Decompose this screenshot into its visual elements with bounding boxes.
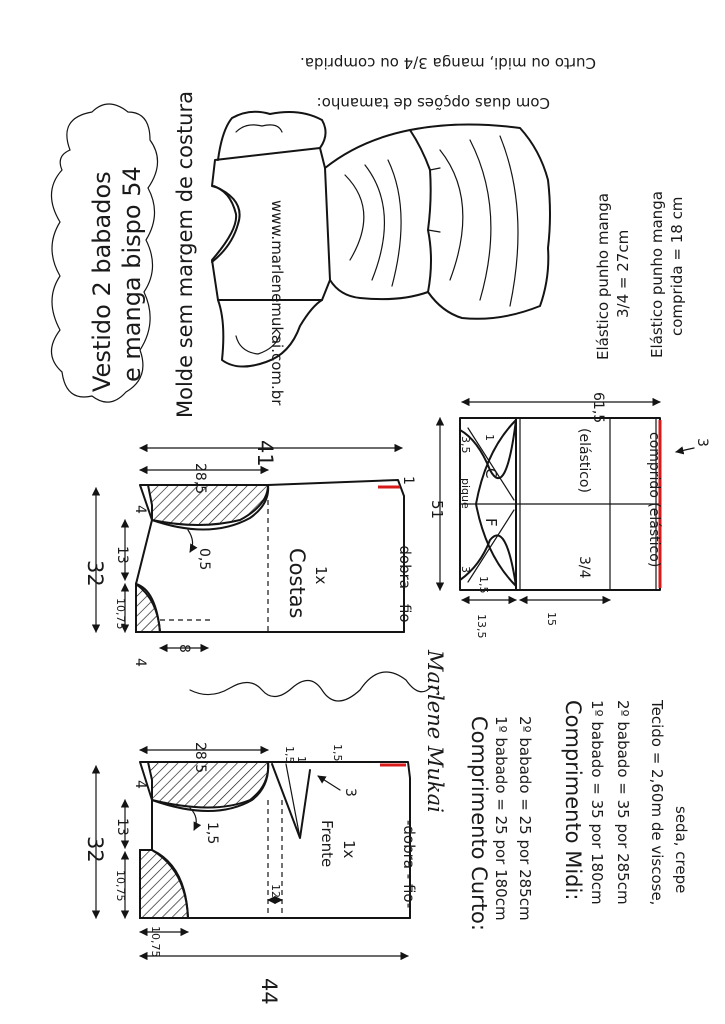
options-block bbox=[300, 54, 596, 112]
title-line1: Vestido 2 babados bbox=[88, 171, 116, 392]
sleeve-elastic-long: comprido (elástico) bbox=[646, 432, 662, 568]
options-line2: Curto ou midi, manga 3/4 ou comprida. bbox=[300, 54, 596, 72]
back-width-shoulder: 28,5 bbox=[192, 463, 208, 495]
sleeve-elastic-34-label: (elástico) bbox=[576, 428, 592, 493]
sleeve-width-top: 61,5 bbox=[590, 392, 606, 424]
back-shoulder-drop: 4 bbox=[132, 505, 148, 514]
front-curve-note: 1,5 bbox=[204, 822, 220, 845]
title-block bbox=[51, 91, 197, 418]
dress-illustration bbox=[212, 112, 550, 367]
back-curve-note: 0,5 bbox=[196, 548, 212, 571]
elastic-34-value: 3/4 = 27cm bbox=[614, 229, 632, 318]
front-fold-label: -dobra - fio- bbox=[400, 820, 418, 909]
front-shoulder-drop: 4 bbox=[132, 780, 148, 789]
back-arm-depth: 13 bbox=[114, 546, 130, 564]
front-pattern-piece bbox=[83, 742, 418, 1005]
sleeve-pattern-piece bbox=[428, 392, 710, 639]
front-dart-d: 1 bbox=[295, 756, 308, 763]
back-hem-note: 1 bbox=[400, 476, 416, 485]
fabric-line1: Tecido = 2,60m de viscose, bbox=[648, 700, 666, 906]
sleeve-cap-note-b: 1 bbox=[483, 434, 496, 441]
back-neck-width: 8 bbox=[176, 644, 192, 653]
elastic-34-label: Elástico punho manga bbox=[594, 193, 612, 360]
short-ruffle-1: 1º babado = 25 por 180cm bbox=[492, 716, 510, 921]
front-piece-qty: 1x bbox=[340, 840, 358, 859]
front-fold-offset: 12 bbox=[269, 884, 282, 898]
midi-title: Comprimento Midi: bbox=[561, 700, 585, 901]
signature-scribble bbox=[190, 672, 432, 701]
elastic-long-label: Elástico punho manga bbox=[648, 191, 666, 358]
dress-ruffle-1 bbox=[325, 130, 431, 299]
elastic-long-value: comprida = 18 cm bbox=[668, 196, 686, 336]
back-height-total: 32 bbox=[83, 560, 107, 587]
back-piece-qty: 1x bbox=[312, 566, 330, 585]
short-ruffle-2: 2º babado = 25 por 285cm bbox=[516, 716, 534, 921]
back-width-total: 41 bbox=[253, 440, 277, 467]
back-fold-label: -dobra - fio- bbox=[396, 540, 414, 629]
sleeve-hem-note: 3 bbox=[694, 438, 710, 447]
signature-text: Marlene Mukai bbox=[423, 650, 447, 813]
fabric-line2: seda, crepe bbox=[672, 806, 690, 894]
back-neck-depth: 10,75 bbox=[114, 598, 127, 630]
sleeve-cap-note-d: 1,5 bbox=[477, 576, 490, 594]
back-neck-small: 4 bbox=[132, 658, 148, 667]
sleeve-back-mark: C bbox=[482, 468, 500, 479]
front-neck-width: 10,75 bbox=[149, 926, 162, 958]
sleeve-front-mark: F bbox=[482, 518, 500, 527]
front-arm-depth: 13 bbox=[114, 818, 130, 836]
front-width-shoulder: 28,5 bbox=[192, 742, 208, 774]
front-dart-b: 1,5 bbox=[331, 744, 344, 762]
front-neck-depth: 10,75 bbox=[114, 870, 127, 902]
front-piece-name: Frente bbox=[318, 820, 336, 868]
midi-ruffle-1: 1º babado = 35 por 180cm bbox=[588, 700, 606, 905]
sleeve-elastic-34: 3/4 bbox=[576, 556, 592, 579]
sleeve-pique-label: pique bbox=[459, 478, 472, 509]
subtitle: Molde sem margem de costura bbox=[173, 91, 197, 418]
front-neck-hatch bbox=[140, 850, 188, 918]
sleeve-cap-note-c: 3 bbox=[459, 566, 472, 573]
front-dart-inner bbox=[286, 764, 300, 838]
front-width-total: 44 bbox=[257, 978, 281, 1005]
front-dart-a: 1,5 bbox=[283, 746, 296, 764]
sleeve-cap-note-a: 3,5 bbox=[459, 436, 472, 454]
dress-cuff-right bbox=[236, 125, 282, 132]
short-title: Comprimento Curto: bbox=[467, 716, 491, 931]
back-neck-hatch bbox=[136, 584, 160, 632]
back-piece-name: Costas bbox=[285, 548, 309, 619]
front-dart bbox=[272, 764, 310, 838]
midi-ruffle-2: 2º babado = 35 por 285cm bbox=[614, 700, 632, 905]
sleeve-lower-section: 15 bbox=[545, 612, 558, 626]
dress-ruffle-2 bbox=[410, 124, 550, 318]
options-line1: Com duas opções de tamanho: bbox=[316, 94, 550, 112]
elastic-notes bbox=[594, 191, 686, 360]
front-dart-c: 3 bbox=[342, 788, 358, 797]
sleeve-length-total: 51 bbox=[428, 500, 446, 520]
back-pattern-piece bbox=[83, 440, 416, 667]
sleeve-cap-height: 13,5 bbox=[475, 614, 488, 639]
title-line2: e manga bispo 54 bbox=[118, 166, 146, 382]
cutting-info bbox=[467, 699, 690, 931]
front-height-total: 32 bbox=[83, 836, 107, 863]
website-text: www.marlenemukai.com.br bbox=[268, 200, 286, 406]
